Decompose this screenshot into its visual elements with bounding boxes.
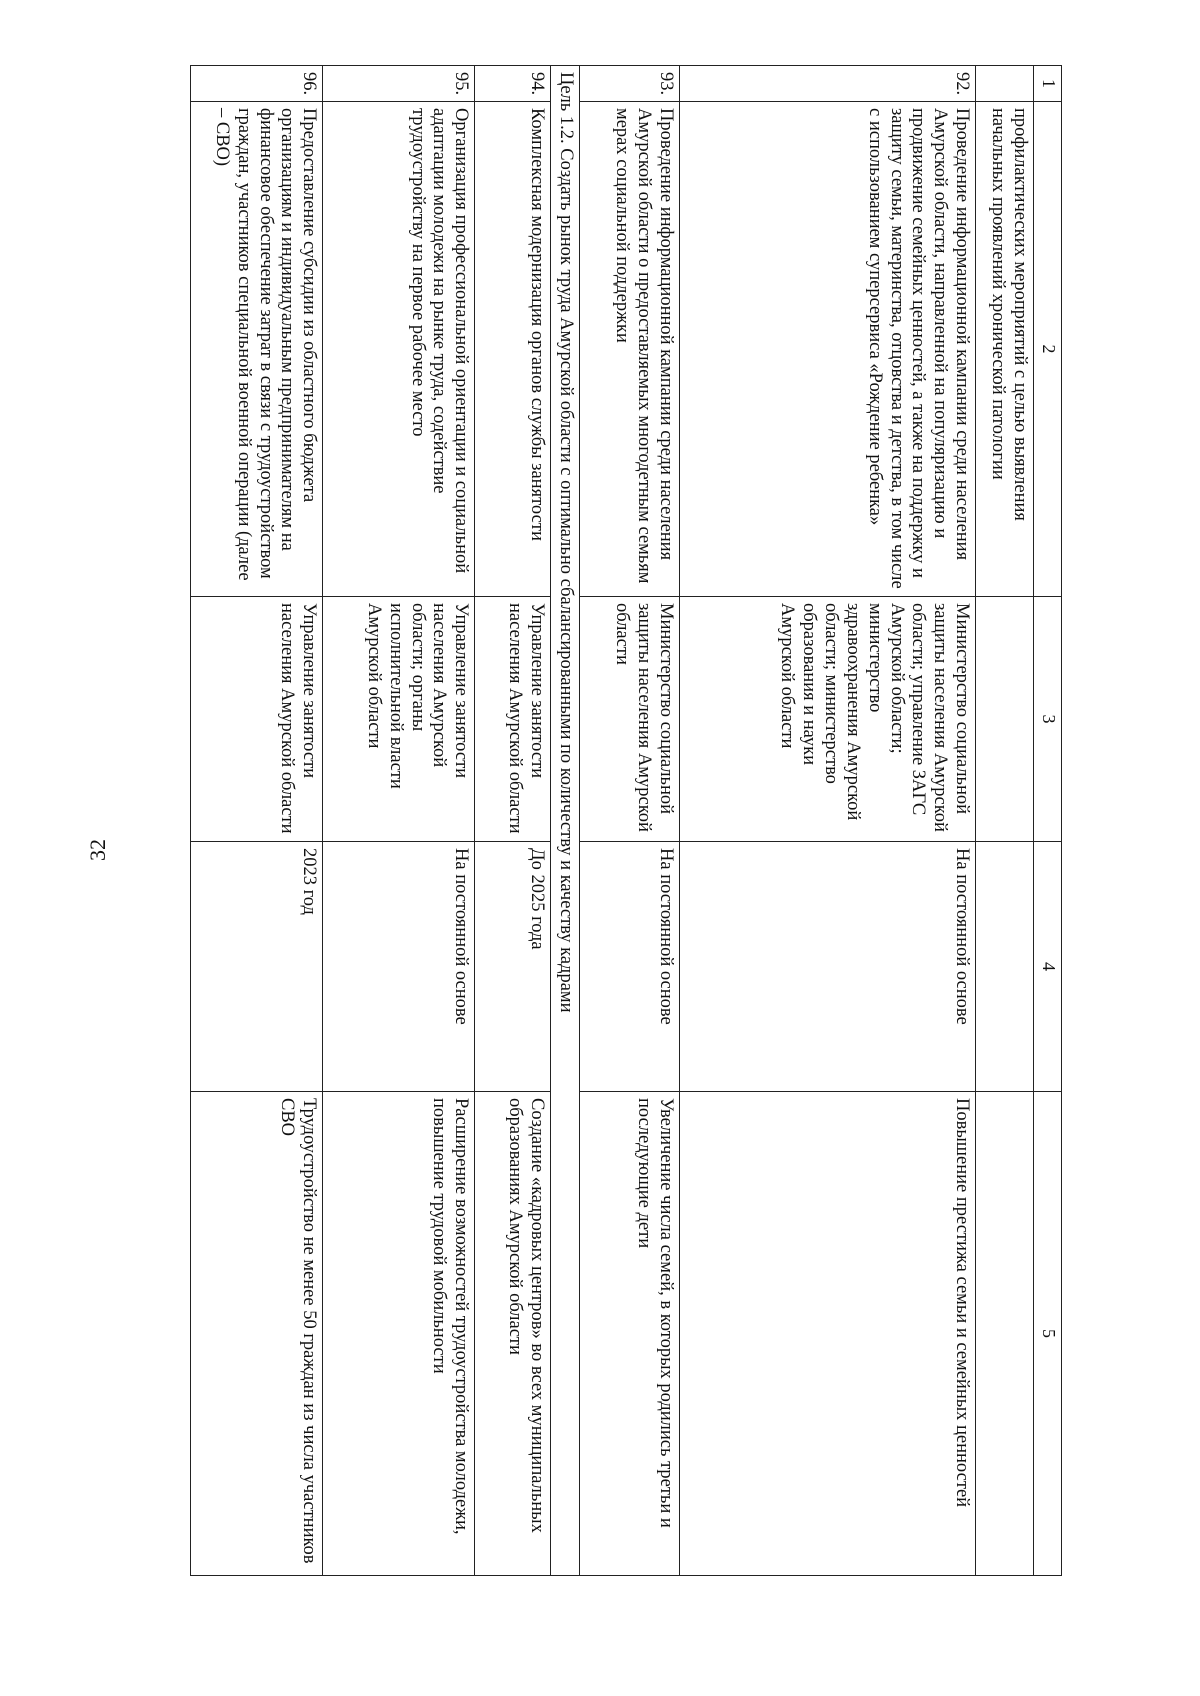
cell-activity: Проведение информационной кампании среди населения Амурской области, направленной на популяризацию и продвижение семейных ценностей, а также на поддержку и защиту семьи, материнства, отцовства и детства, в том числе с использованием суперсервиса «Рождение ребенка» — [680, 102, 976, 597]
activities-table — [190, 65, 1062, 1576]
table-row-94 — [475, 66, 551, 1576]
header-row — [1034, 66, 1062, 1576]
col-header-3: 3 — [1034, 597, 1062, 842]
cell-num: 96. — [191, 66, 323, 102]
cell-activity: Предоставление субсидии из областного бюджета организациям и индивидуальным предпринимателям на финансовое обеспечение затрат в связи с трудоустройством граждан, участников специальной военной операции (далее – СВО) — [191, 102, 323, 597]
cell-activity: Проведение информационной кампании среди населения Амурской области о предоставляемых многодетным семьям мерах социальной поддержки — [580, 102, 680, 597]
cell-term — [976, 842, 1034, 1092]
cell-result: Повышение престижа семьи и семейных ценностей — [680, 1092, 976, 1576]
cell-result: Расширение возможностей трудоустройства молодежи, повышение трудовой мобильности — [323, 1092, 475, 1576]
cell-responsible: Управление занятости населения Амурской области; органы исполнительной власти Амурской области — [323, 597, 475, 842]
cell-num: 93. — [580, 66, 680, 102]
table-row-92 — [680, 66, 976, 1576]
cell-result: Увеличение числа семей, в которых родились третьи и последующие дети — [580, 1092, 680, 1576]
table-row-93 — [580, 66, 680, 1576]
cell-result: Трудоустройство не менее 50 граждан из числа участников СВО — [191, 1092, 323, 1576]
table-row-96 — [191, 66, 323, 1576]
table-row-95 — [323, 66, 475, 1576]
cell-num: 94. — [475, 66, 551, 102]
cell-num — [976, 66, 1034, 102]
cell-responsible — [976, 597, 1034, 842]
cell-activity: Комплексная модернизация органов службы занятости — [475, 102, 551, 597]
cell-activity: профилактических мероприятий с целью выявления начальных проявлений хронической патологии — [976, 102, 1034, 597]
col-header-4: 4 — [1034, 842, 1062, 1092]
cell-responsible: Управление занятости населения Амурской области — [191, 597, 323, 842]
goal-row — [551, 66, 580, 1576]
cell-num: 92. — [680, 66, 976, 102]
rotated-table-container — [162, 65, 1062, 1575]
cell-activity: Организация профессиональной ориентации и социальной адаптации молодежи на рынке труда, содействие трудоустройству на первое рабочее место — [323, 102, 475, 597]
cell-num: 95. — [323, 66, 475, 102]
cell-result: Создание «кадровых центров» во всех муниципальных образованиях Амурской области — [475, 1092, 551, 1576]
table-row-continuation — [976, 66, 1034, 1576]
cell-responsible: Управление занятости населения Амурской области — [475, 597, 551, 842]
cell-responsible: Министерство социальной защиты населения Амурской области; управление ЗАГС Амурской области; министерство здравоохранения Амурской области; министерство образования и науки Амурской области — [680, 597, 976, 842]
col-header-1: 1 — [1034, 66, 1062, 102]
col-header-5: 5 — [1034, 1092, 1062, 1576]
cell-responsible: Министерство социальной защиты населения Амурской области — [580, 597, 680, 842]
page-number: 32 — [85, 839, 110, 861]
goal-text: Цель 1.2. Создать рынок труда Амурской области с оптимально сбалансированными по количеству и качеству кадрами — [551, 66, 580, 1576]
cell-term: На постоянной основе — [323, 842, 475, 1092]
cell-term: 2023 год — [191, 842, 323, 1092]
cell-term: На постоянной основе — [680, 842, 976, 1092]
cell-term: На постоянной основе — [580, 842, 680, 1092]
cell-result — [976, 1092, 1034, 1576]
cell-term: До 2025 года — [475, 842, 551, 1092]
col-header-2: 2 — [1034, 102, 1062, 597]
